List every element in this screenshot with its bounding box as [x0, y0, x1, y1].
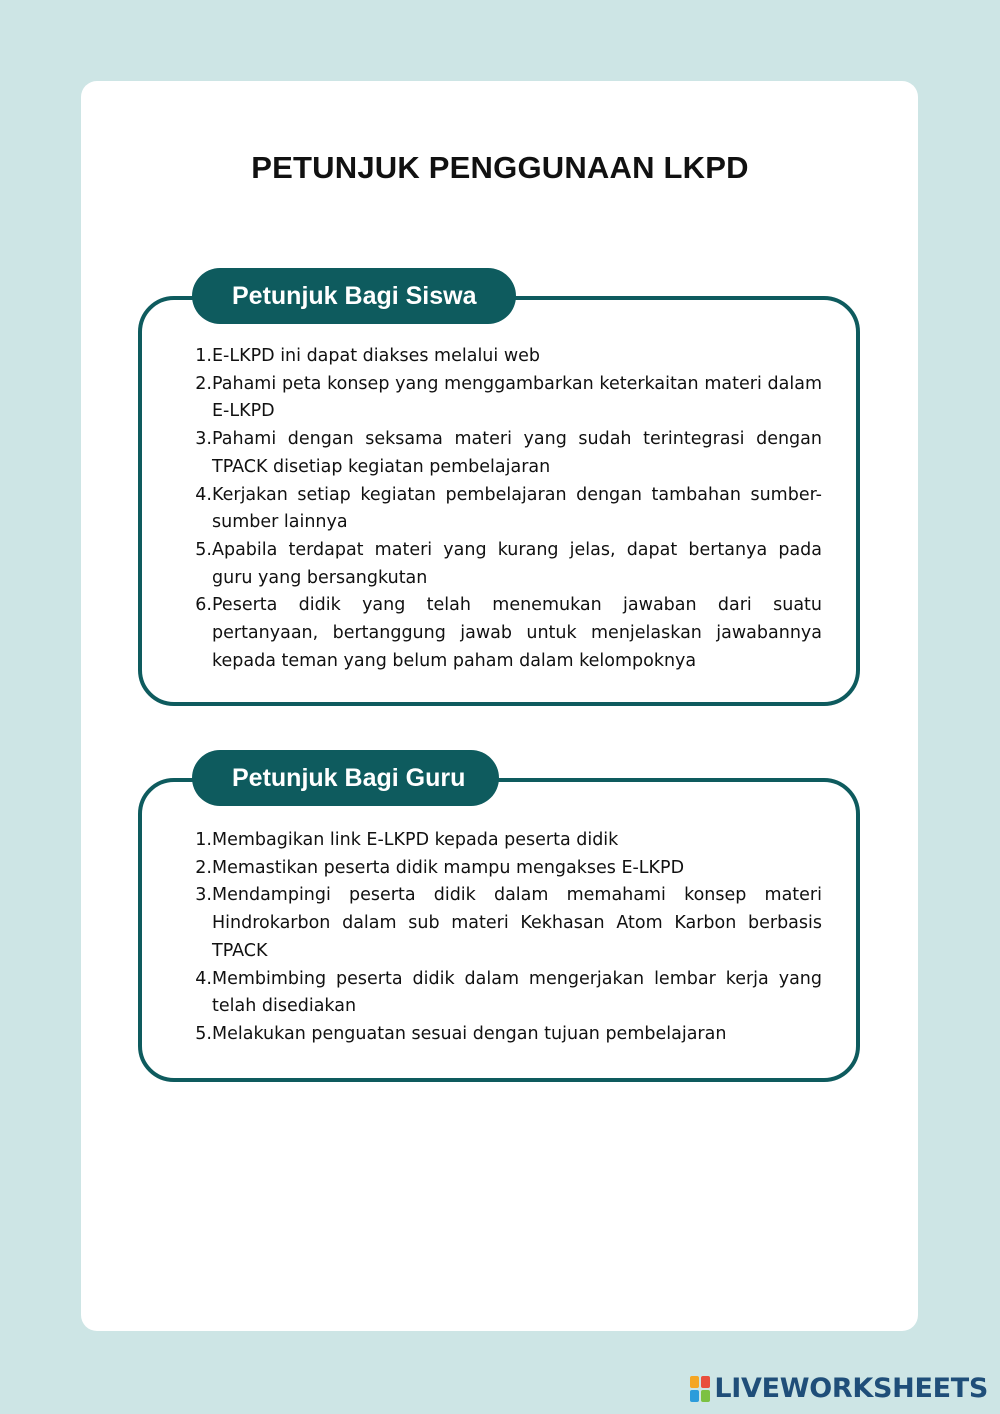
item-text: Kerjakan setiap kegiatan pembelajaran dengan tambahan sumber-sumber lainnya [212, 484, 822, 533]
item-number: 5. [195, 1023, 212, 1044]
item-text: Apabila terdapat materi yang kurang jelas, dapat bertanya pada guru yang bersangkutan [212, 539, 822, 588]
item-text: E-LKPD ini dapat diakses melalui web [212, 346, 541, 366]
item-number: 1. [195, 830, 212, 850]
guru-instructions-list [190, 827, 822, 1049]
list-item [190, 537, 822, 592]
list-item [190, 482, 822, 537]
liveworksheets-logo-icon [690, 1376, 710, 1402]
list-item [190, 827, 822, 855]
item-number: 3. [195, 429, 212, 450]
item-text: Pahami dengan seksama materi yang sudah terintegrasi dengan TPACK disetiap kegiatan pembelajaran [212, 429, 822, 477]
item-text: Peserta didik yang telah menemukan jawaban dari suatu pertanyaan, bertanggung jawab untuk menjelaskan jawabannya kepada teman yang belum paham dalam kelompoknya [212, 595, 822, 671]
item-number: 4. [195, 968, 212, 989]
list-item [190, 1021, 822, 1049]
list-item [190, 343, 822, 371]
logo-square [690, 1376, 699, 1388]
list-item [190, 855, 822, 883]
item-text: Melakukan penguatan sesuai dengan tujuan pembelajaran [212, 1023, 727, 1044]
item-number: 6. [195, 595, 212, 616]
logo-square [690, 1390, 699, 1402]
guru-section-heading: Petunjuk Bagi Guru [192, 750, 499, 806]
logo-square [701, 1390, 710, 1402]
siswa-section-heading: Petunjuk Bagi Siswa [192, 268, 516, 324]
list-item [190, 371, 822, 426]
page-title: PETUNJUK PENGGUNAAN LKPD [251, 150, 749, 185]
item-text: Pahami peta konsep yang menggambarkan keterkaitan materi dalam E-LKPD [212, 373, 822, 422]
item-number: 2. [195, 857, 212, 878]
item-text: Membimbing peserta didik dalam mengerjakan lembar kerja yang telah disediakan [212, 968, 822, 1017]
list-item [190, 592, 822, 675]
brand-name: LIVEWORKSHEETS [714, 1373, 988, 1404]
item-number: 1. [195, 346, 212, 366]
list-item [190, 426, 822, 481]
list-item [190, 882, 822, 965]
item-text: Memastikan peserta didik mampu mengakses E-LKPD [212, 857, 685, 878]
item-number: 5. [195, 539, 212, 560]
item-number: 2. [195, 373, 212, 394]
item-number: 3. [195, 885, 212, 906]
page-card [81, 81, 918, 1331]
siswa-instructions-list [190, 343, 822, 675]
logo-square [701, 1376, 710, 1388]
item-text: Mendampingi peserta didik dalam memahami konsep materi Hindrokarbon dalam sub materi Kekhasan Atom Karbon berbasis TPACK [212, 885, 822, 961]
liveworksheets-brand [690, 1373, 988, 1404]
item-number: 4. [195, 484, 212, 505]
item-text: Membagikan link E-LKPD kepada peserta didik [212, 830, 619, 850]
list-item [190, 966, 822, 1021]
